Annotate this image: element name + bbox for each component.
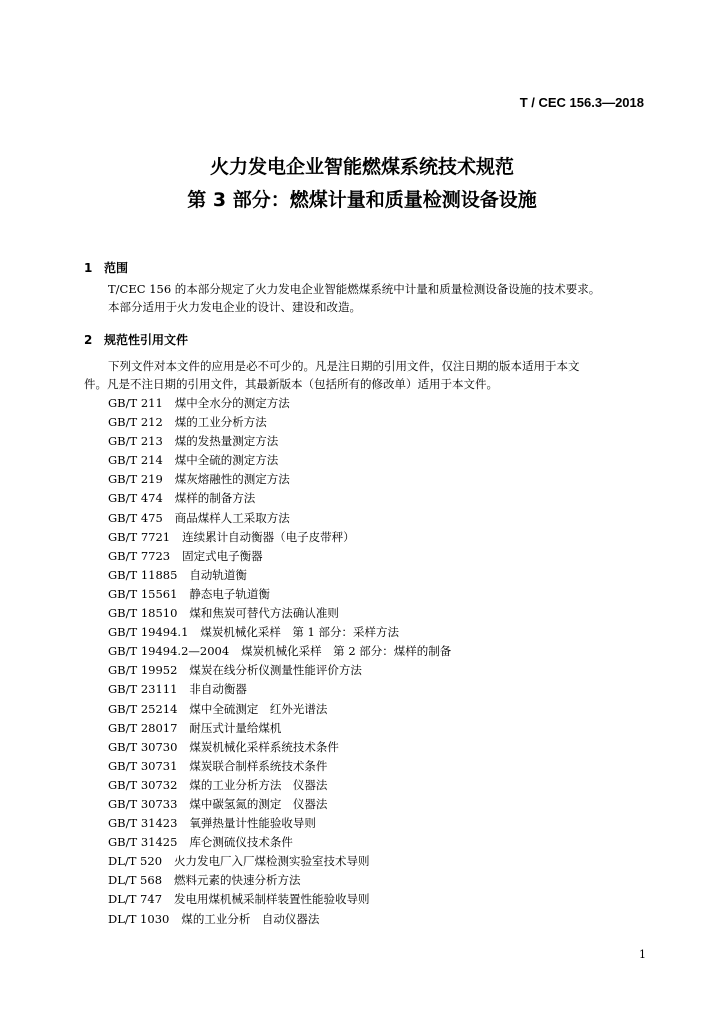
reference-item	[108, 566, 451, 585]
reference-item	[108, 585, 451, 604]
reference-title: 静态电子轨道衡	[189, 586, 270, 601]
reference-title: 煤炭机械化采样 第 2 部分：煤样的制备	[241, 644, 452, 659]
reference-title: 煤的工业分析 自动仪器法	[181, 911, 320, 926]
reference-code: GB/T 28017	[108, 720, 178, 735]
scope-paragraph-2: 本部分适用于火力发电企业的设计、建设和改造。	[108, 300, 361, 314]
section-title: 范围	[104, 261, 129, 275]
page-number: 1	[639, 948, 646, 961]
reference-code: GB/T 19494.2—2004	[108, 644, 230, 659]
reference-title: 煤样的制备方法	[174, 491, 256, 506]
reference-item	[108, 547, 451, 566]
reference-title: 煤炭机械化采样系统技术条件	[189, 739, 339, 754]
reference-list	[108, 394, 451, 929]
reference-item	[108, 413, 451, 432]
reference-title: 煤的工业分析方法	[174, 415, 267, 430]
scope-paragraph-1: T/CEC 156 的本部分规定了火力发电企业智能燃煤系统中计量和质量检测设备设施的技术要求。	[108, 282, 601, 296]
reference-item	[108, 489, 451, 508]
reference-title: 连续累计自动衡器（电子皮带秤）	[182, 529, 355, 544]
reference-code: GB/T 474	[108, 491, 163, 506]
reference-item	[108, 432, 451, 451]
reference-item	[108, 833, 451, 852]
reference-title: 库仑测硫仪技术条件	[189, 835, 293, 850]
reference-code: GB/T 212	[108, 415, 163, 430]
reference-code: GB/T 25214	[108, 701, 178, 716]
reference-item	[108, 451, 451, 470]
reference-code: GB/T 7723	[108, 548, 171, 563]
reference-code: GB/T 11885	[108, 567, 178, 582]
reference-item	[108, 700, 451, 719]
reference-code: GB/T 15561	[108, 586, 178, 601]
references-intro-line-1: 下列文件对本文件的应用是必不可少的。凡是注日期的引用文件，仅注日期的版本适用于本文	[108, 359, 580, 373]
reference-item	[108, 776, 451, 795]
reference-code: GB/T 475	[108, 510, 163, 525]
reference-title: 煤中全水分的测定方法	[174, 396, 290, 410]
reference-code: GB/T 30733	[108, 796, 178, 811]
reference-title: 煤炭机械化采样 第 1 部分：采样方法	[200, 625, 400, 640]
reference-title: 煤中碳氢氮的测定 仪器法	[189, 796, 328, 811]
reference-item	[108, 509, 451, 528]
reference-item	[108, 795, 451, 814]
reference-title: 煤炭在线分析仪测量性能评价方法	[189, 663, 362, 678]
reference-code: GB/T 213	[108, 434, 163, 449]
reference-item	[108, 757, 451, 776]
reference-code: DL/T 747	[108, 892, 163, 907]
reference-item	[108, 680, 451, 699]
reference-item	[108, 661, 451, 680]
reference-item	[108, 910, 451, 929]
reference-code: GB/T 219	[108, 472, 163, 487]
reference-item	[108, 871, 451, 890]
section-title: 规范性引用文件	[104, 333, 189, 347]
reference-title: 火力发电厂入厂煤检测实验室技术导则	[174, 854, 370, 869]
reference-item	[108, 470, 451, 489]
reference-title: 煤的发热量测定方法	[174, 434, 279, 449]
reference-title: 煤的工业分析方法 仪器法	[189, 777, 328, 792]
reference-item	[108, 623, 451, 642]
reference-title: 发电用煤机械采制样装置性能验收导则	[174, 892, 370, 907]
reference-item	[108, 642, 451, 661]
reference-title: 煤炭联合制样系统技术条件	[189, 758, 328, 773]
reference-item	[108, 890, 451, 909]
reference-title: 自动轨道衡	[189, 567, 247, 582]
standard-code: T / CEC 156.3—2018	[519, 95, 644, 110]
reference-title: 煤灰熔融性的测定方法	[174, 472, 290, 487]
reference-code: GB/T 214	[108, 453, 163, 468]
reference-title: 耐压式计量给煤机	[189, 720, 282, 735]
reference-code: DL/T 568	[108, 873, 163, 888]
reference-code: GB/T 7721	[108, 529, 171, 544]
reference-code: GB/T 31425	[108, 835, 178, 850]
reference-code: GB/T 30732	[108, 777, 178, 792]
reference-item	[108, 719, 451, 738]
reference-code: GB/T 211	[108, 396, 163, 410]
reference-title: 氧弹热量计性能验收导则	[189, 816, 316, 831]
reference-code: GB/T 23111	[108, 682, 178, 697]
reference-title: 固定式电子衡器	[182, 548, 263, 563]
reference-code: DL/T 520	[108, 854, 163, 869]
reference-code: GB/T 18510	[108, 606, 178, 621]
reference-item	[108, 852, 451, 871]
section-number: 2	[84, 333, 93, 347]
section-heading-normative-references	[84, 331, 188, 348]
references-intro-line-2: 件。凡是不注日期的引用文件，其最新版本（包括所有的修改单）适用于本文件。	[84, 377, 498, 391]
reference-item	[108, 528, 451, 547]
document-title: 火力发电企业智能燃煤系统技术规范	[209, 156, 514, 178]
reference-title: 煤中全硫测定 红外光谱法	[189, 701, 328, 716]
reference-title: 商品煤样人工采取方法	[174, 510, 290, 525]
reference-item	[108, 604, 451, 623]
reference-item	[108, 738, 451, 757]
reference-item	[108, 394, 451, 413]
reference-code: DL/T 1030	[108, 911, 170, 926]
reference-title: 煤中全硫的测定方法	[174, 453, 279, 468]
reference-code: GB/T 19494.1	[108, 625, 189, 640]
reference-code: GB/T 30731	[108, 758, 178, 773]
reference-code: GB/T 19952	[108, 663, 178, 678]
reference-title: 燃料元素的快速分析方法	[174, 873, 301, 888]
reference-code: GB/T 30730	[108, 739, 178, 754]
document-subtitle: 第 3 部分：燃煤计量和质量检测设备设施	[187, 189, 537, 211]
section-heading-scope	[84, 259, 128, 276]
reference-title: 非自动衡器	[189, 682, 247, 697]
reference-title: 煤和焦炭可替代方法确认准则	[189, 606, 339, 621]
reference-code: GB/T 31423	[108, 816, 178, 831]
section-number: 1	[84, 261, 93, 275]
reference-item	[108, 814, 451, 833]
